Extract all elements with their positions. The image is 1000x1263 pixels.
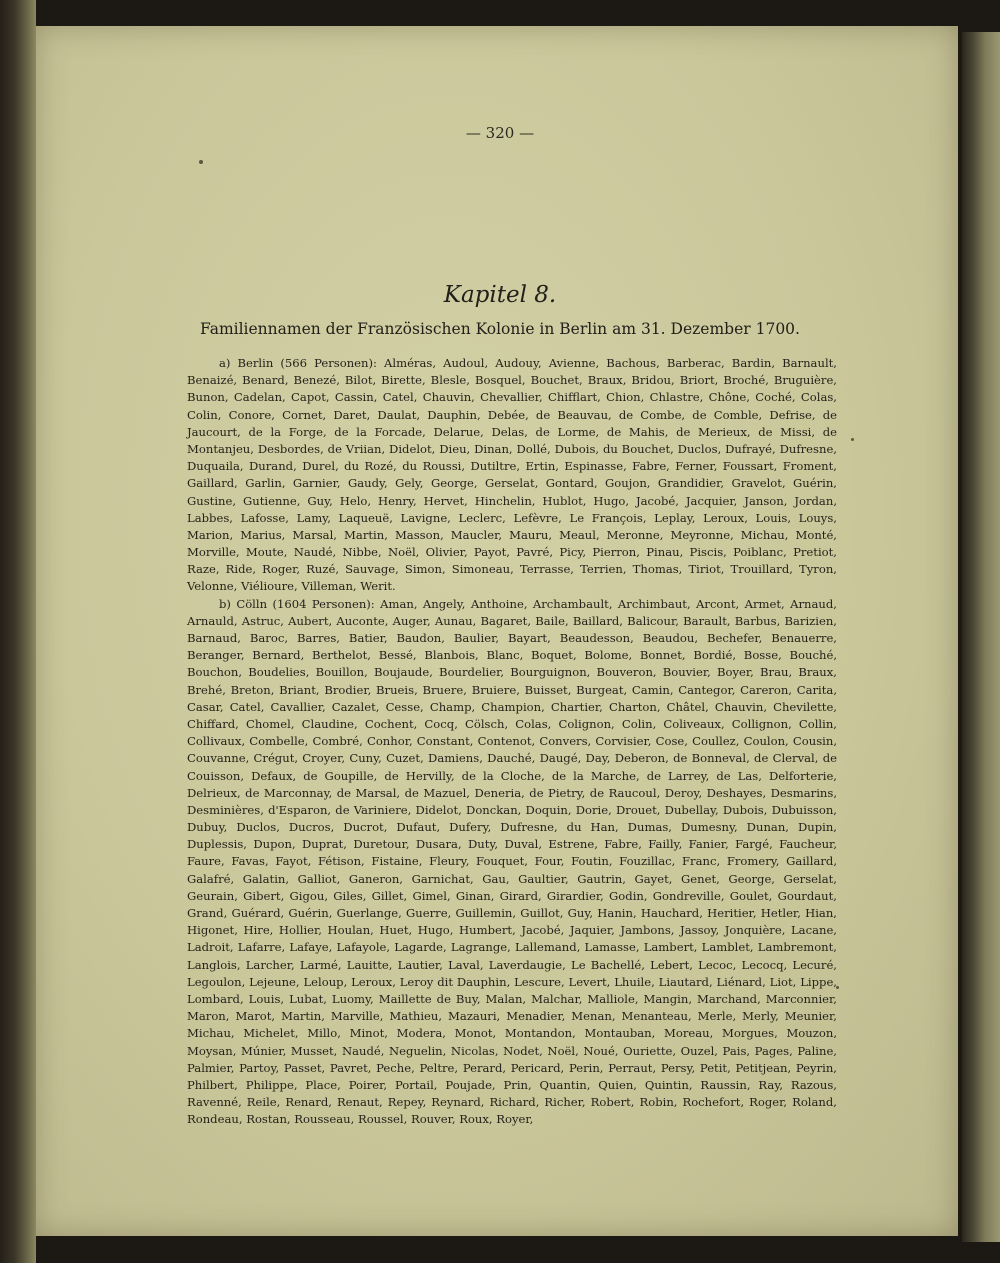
coelln-names-paragraph: b) Cölln (1604 Personen): Aman, Angely, Anthoine, Archambault, Archimbaut, Arcont, Armet, Arnaud, Arnauld, Astruc, Aubert, Auconte, Auger, Aunau, Bagaret, Baile, Baillard, Balicour, Barault, Barbus, Barizien, Barnaud, Baroc, Barres, Batier, Baudon, Baulier, Bayart, Beaudesson, Beaudou, Bechefer, Benauerre, Beranger, Bernard, Berthelot, Bessé, Blanbois, Blanc, Boquet, Bolome, Bonnet, Bordié, Bosse, Bouché, Bouchon, Boudelies, Bouillon, Boujaude, Bourdelier, Bourguignon, Bouveron, Bouvier, Boyer, Brau, Braux, Brehé, Breton, Briant, Brodier, Brueis, Bruere, Bruiere, Buisset, Burgeat, Camin, Cantegor, Careron, Carita, Casar, Catel, Cavallier, Cazalet, Cesse, Champ, Champion, Chartier, Charton, Châtel, Chauvin, Chevilette, Chiffard, Chomel, Claudine, Cochent, Cocq, Cölsch, Colas, Colignon, Colin, Coliveaux, Collignon, Collin, Collivaux, Combelle, Combré, Conhor, Constant, Contenot, Convers, Corvisier, Cose, Coullez, Coulon, Cousin, Couvanne, Crégut, Croyer, Cuny, Cuzet, Damiens, Dauché, Daugé, Day, Deberon, de Bonneval, de Clerval, de Couisson, Defaux, de Goupille, de Hervilly, de la Cloche, de la Marche, de Larrey, de Las, Delforterie, Delrieux, de Marconnay, de Marsal, de Mazuel, Deneria, de Pietry, de Raucoul, Deroy, Deshayes, Desmarins, Desminières, d'Esparon, de Variniere, Didelot, Donckan, Doquin, Dorie, Drouet, Dubellay, Dubois, Dubuisson, Dubuy, Duclos, Ducros, Ducrot, Dufaut, Dufery, Dufresne, du Han, Dumas, Dumesny, Dunan, Dupin, Duplessis, Dupon, Duprat, Duretour, Dusara, Duty, Duval, Estrene, Fabre, Failly, Fanier, Fargé, Faucheur, Faure, Favas, Fayot, Fétison, Fistaine, Fleury, Fouquet, Four, Foutin, Fouzillac, Franc, Fromery, Gaillard, Galafré, Galatin, Galliot, Ganeron, Garnichat, Gau, Gaultier, Gautrin, Gayet, Genet, George, Gerselat, Geurain, Gibert, Gigou, Giles, Gillet, Gimel, Ginan, Girard, Girardier, Godin, Gondreville, Goulet, Gourdaut, Grand, Guérard, Guérin, Guerlange, Guerre, Guillemin, Guillot, Guy, Hanin, Hauchard, Heritier, Hetler, Hian, Higonet, Hire, Hollier, Houlan, Huet, Hugo, Humbert, Jacobé, Jaquier, Jambons, Jassoy, Jonquière, Lacane, Ladroit, Lafarre, Lafaye, Lafayole, Lagarde, Lagrange, Lallemand, Lamasse, Lambert, Lamblet, Lambremont, Langlois, Larcher, Larmé, Lauitte, Lautier, Laval, Laverdaugie, Le Bachellé, Lebert, Lecoc, Lecocq, Lecuré, Legoulon, Lejeune, Leloup, Leroux, Leroy dit Dauphin, Lescure, Levert, Lhuile, Liautard, Liénard, Liot, Lippe, Lombard, Louis, Lubat, Luomy, Maillette de Buy, Malan, Malchar, Malliole, Mangin, Marchand, Marconnier, Maron, Marot, Martin, Marville, Mathieu, Mazauri, Menadier, Menan, Menanteau, Merle, Merly, Meunier, Michau, Michelet, Millo, Minot, Modera, Monot, Montandon, Montauban, Moreau, Morgues, Mouzon, Moysan, Múnier, Musset, Naudé, Neguelin, Nicolas, Nodet, Noël, Noué, Ouriette, Ouzel, Pais, Pages, Paline, Palmier, Partoy, Passet, Pavret, Peche, Peltre, Perard, Pericard, Perin, Perraut, Persy, Petit, Petitjean, Peyrin, Philbert, Philippe, Place, Poirer, Portail, Poujade, Prin, Quantin, Quien, Quintin, Raussin, Ray, Razous, Ravenné, Reile, Renard, Renaut, Repey, Reynard, Richard, Richer, Robert, Robin, Rochefort, Roger, Roland, Rondeau, Rostan, Rousseau, Roussel, Rouver, Roux, Royer, (187, 596, 837, 1127)
berlin-names-paragraph: a) Berlin (566 Personen): Alméras, Audoul, Audouy, Avienne, Bachous, Barberac, Bardin, Barnault, Benaizé, Benard, Benezé, Bilot, Birette, Blesle, Bosquel, Bouchet, Braux, Bridou, Briort, Broché, Bruguière, Bunon, Cadelan, Capot, Cassin, Catel, Chauvin, Chevallier, Chifflart, Chion, Chlastre, Chône, Coché, Colas, Colin, Conore, Cornet, Daret, Daulat, Dauphin, Debée, de Beauvau, de Combe, de Comble, Defrise, de Jaucourt, de la Forge, de la Forcade, Delarue, Delas, de Lorme, de Mahis, de Merieux, de Missi, de Montanjeu, Desbordes, de Vriian, Didelot, Dieu, Dinan, Dollé, Dubois, du Bouchet, Duclos, Dufrayé, Dufresne, Duquaila, Durand, Durel, du Rozé, du Roussi, Dutiltre, Ertin, Espinasse, Fabre, Ferner, Foussart, Froment, Gaillard, Garlin, Garnier, Gaudy, Gely, George, Gerselat, Gontard, Goujon, Grandidier, Gravelot, Guérin, Gustine, Gutienne, Guy, Helo, Henry, Hervet, Hinchelin, Hublot, Hugo, Jacobé, Jacquier, Janson, Jordan, Labbes, Lafosse, Lamy, Laqueuë, Lavigne, Leclerc, Lefèvre, Le François, Leplay, Leroux, Louis, Louys, Marion, Marius, Marsal, Martin, Masson, Maucler, Mauru, Meaul, Meronne, Meyronne, Michau, Monté, Morville, Moute, Naudé, Nibbe, Noël, Olivier, Payot, Pavré, Picy, Pierron, Pinau, Piscis, Poiblanc, Pretiot, Raze, Ride, Roger, Ruzé, Sauvage, Simon, Simoneau, Terrasse, Terrien, Thomas, Tiriot, Trouillard, Tyron, Velonne, Viélioure, Villeman, Werit. (187, 356, 837, 594)
next-page-edge (962, 32, 1000, 1242)
chapter-title: Kapitel 8. (443, 282, 557, 308)
book-spine-edge (0, 0, 36, 1263)
paper-speck (199, 160, 203, 164)
paper-speck (851, 438, 854, 441)
chapter-subtitle: Familiennamen der Französischen Kolonie in Berlin am 31. Dezember 1700. (200, 320, 800, 338)
page-number: — 320 — (465, 124, 535, 142)
name-list-body (187, 355, 837, 1128)
